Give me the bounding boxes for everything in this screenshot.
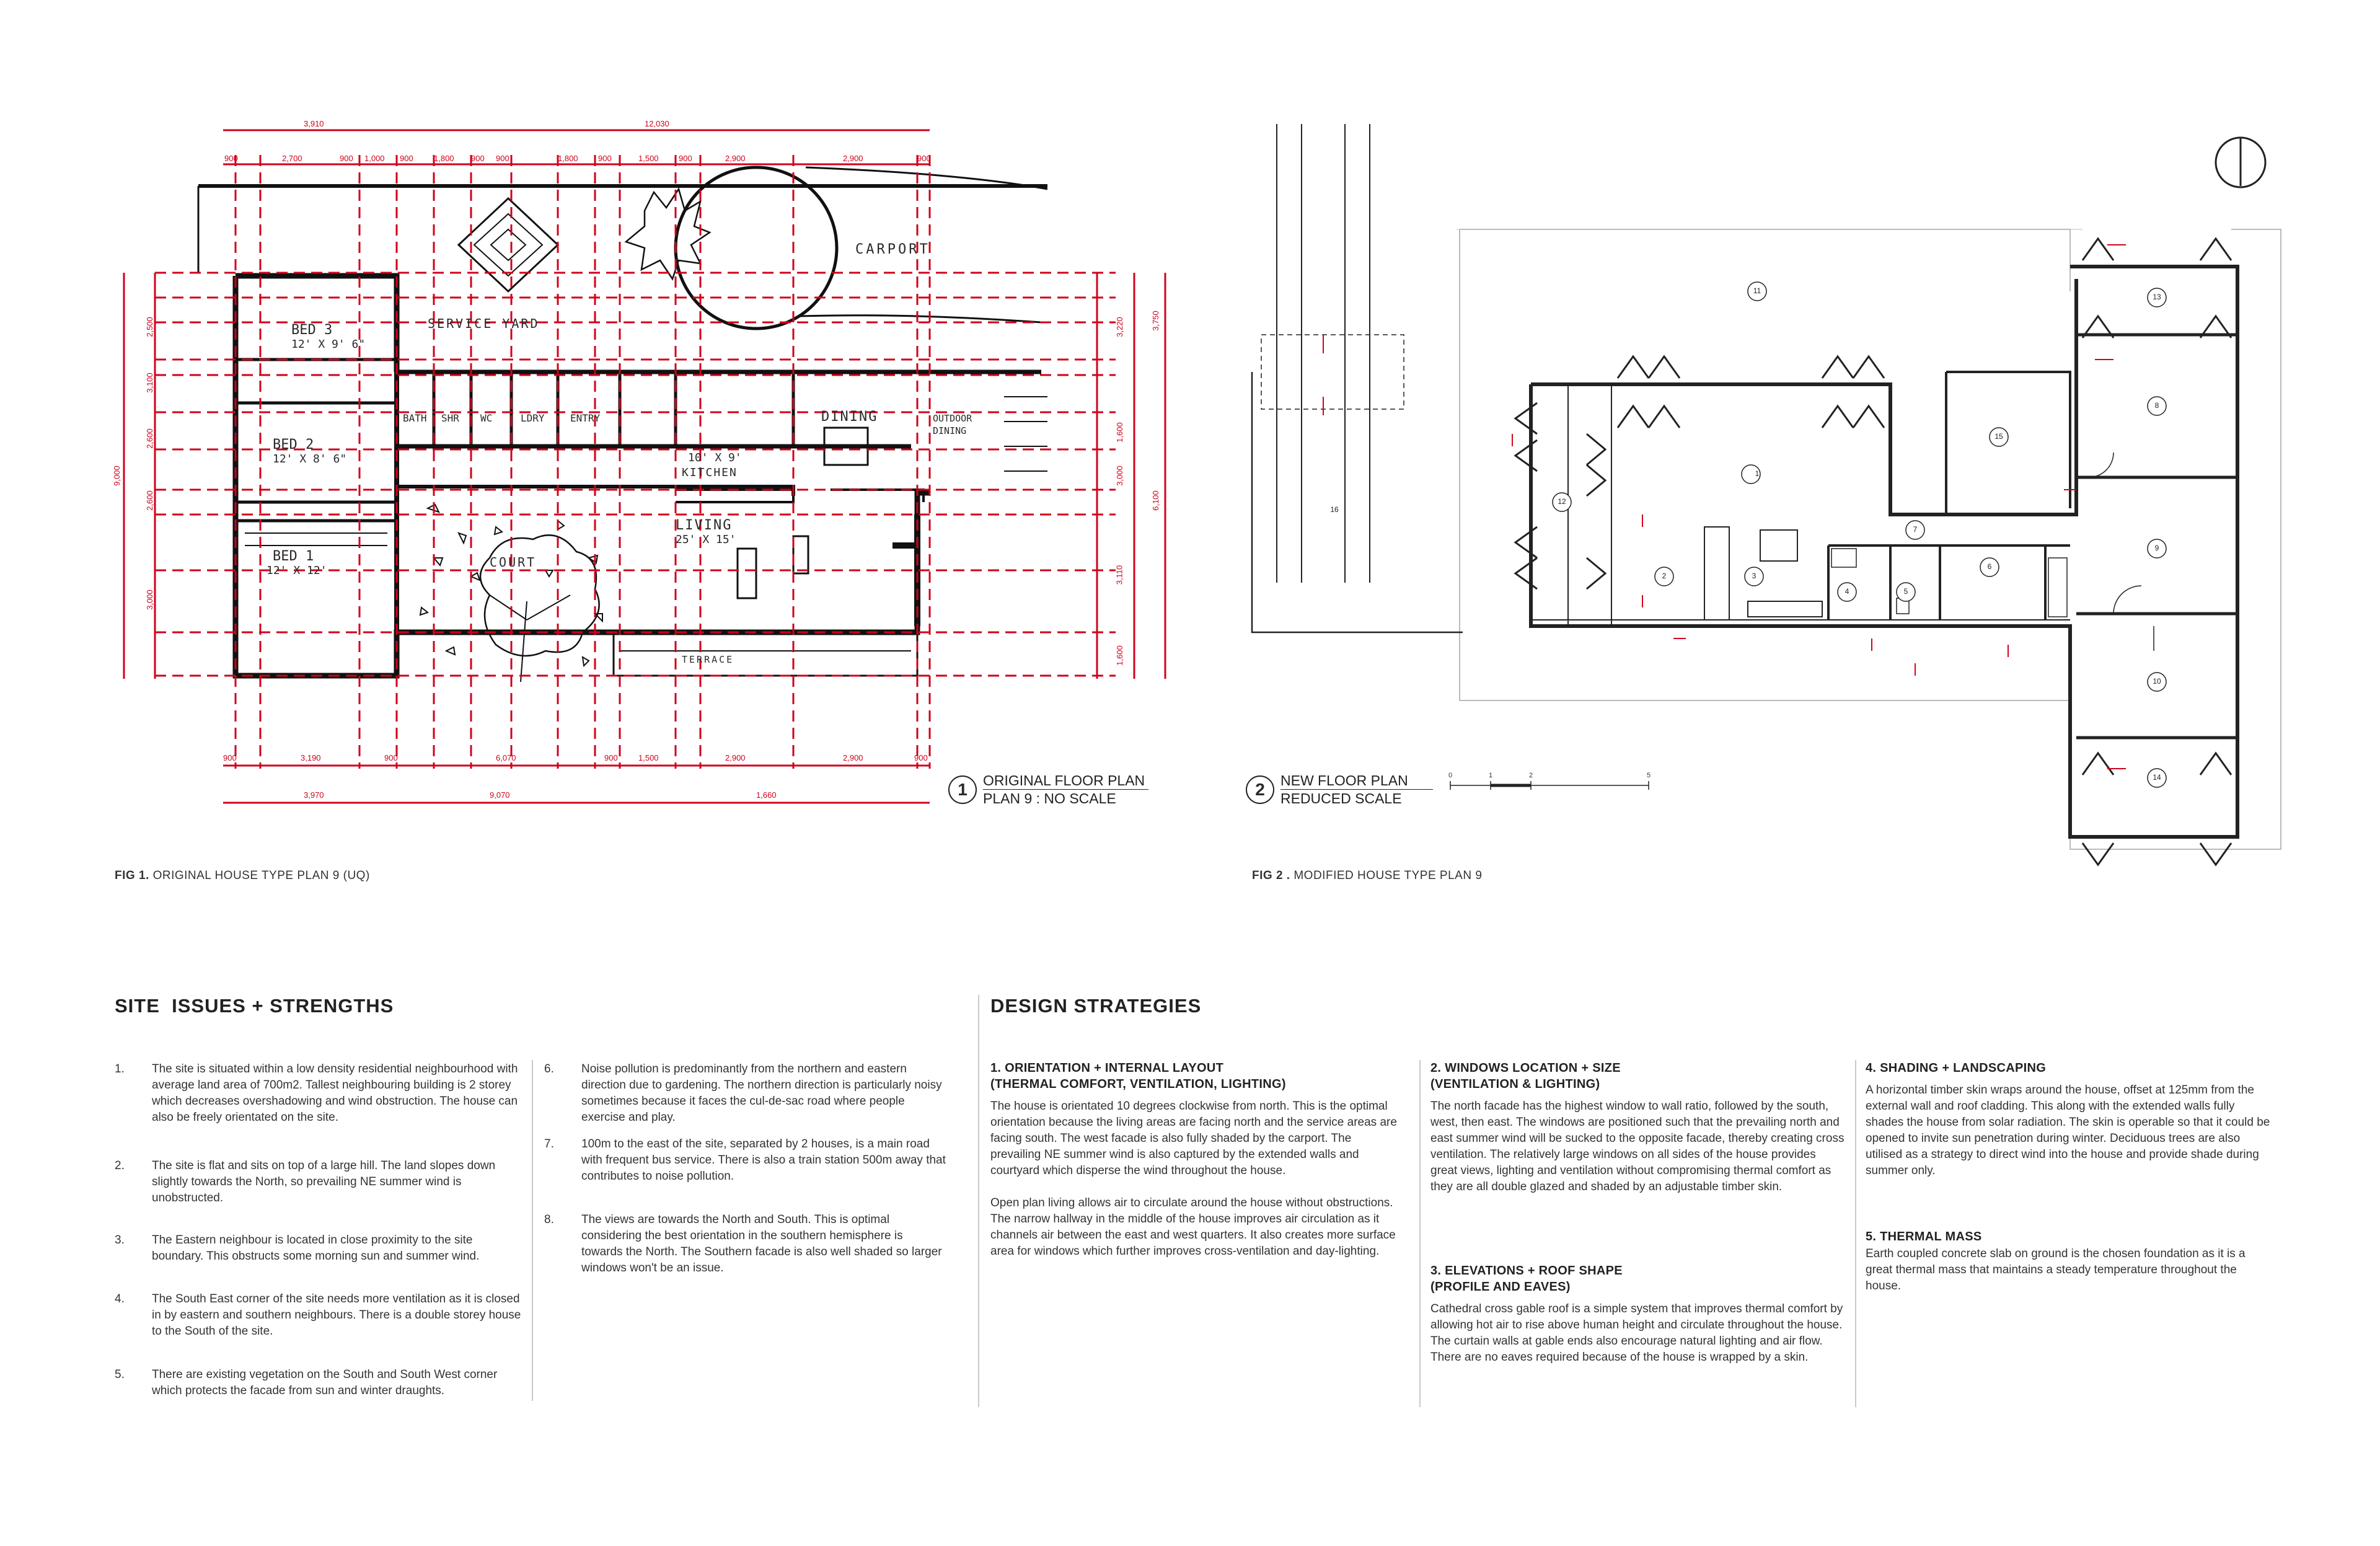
- dimension-lines: [124, 130, 1165, 803]
- room-label: BATH: [403, 412, 427, 424]
- column-divider: [1855, 1060, 1856, 1407]
- room-number: 10: [2153, 677, 2161, 686]
- room-number: 4: [1844, 587, 1849, 596]
- new-plan-annotations: [1323, 245, 2126, 769]
- dim-top-inner: 1,500: [638, 154, 659, 163]
- plan-subtitle: REDUCED SCALE: [1280, 790, 1402, 806]
- strategy-subheading: (PROFILE AND EAVES): [1430, 1280, 1571, 1294]
- caption-text: ORIGINAL HOUSE TYPE PLAN 9 (UQ): [152, 869, 370, 882]
- dim-top-inner: 1,800: [558, 154, 578, 163]
- room-number: 6: [1987, 562, 1992, 571]
- room-number: 3: [1752, 572, 1756, 580]
- strategy-body: A horizontal timber skin wraps around the house, offset at 125mm from the external wall and roof cladding. This along with the extended walls fully shades the house from solar radiation. The skin is operable so that it could be opened to invite sun penetration during winter. Deciduous trees are also utilised as a strategy to direct wind into the house and provide shade during summer only.: [1866, 1084, 2270, 1177]
- room-number: 11: [1753, 286, 1761, 295]
- scale-tick: 2: [1529, 772, 1533, 779]
- dim-bottom-inner: 3,190: [301, 753, 321, 762]
- dim-bottom-outer: 9,070: [490, 790, 510, 800]
- room-number: 14: [2153, 773, 2161, 782]
- column-divider: [532, 1060, 533, 1401]
- strategy-body: The north facade has the highest window to wall ratio, followed by the south, west, then east. The windows are positioned such that the prevailing north and east summer wind will be sucked to the opposite facade, thereby creating cross ventilation. The relatively large windows on all sides of the house provides great views, lighting and ventilation without compromising thermal comfort as they are all double glazed and shaded by an adjustable timber skin.: [1430, 1100, 1844, 1193]
- room-number: 9: [2154, 544, 2159, 552]
- room-number: 15: [1994, 432, 2003, 441]
- room-label: CARPORT: [855, 242, 930, 257]
- dim-left: 2,500: [144, 317, 154, 337]
- plan-number-badge: 2: [1246, 775, 1274, 804]
- caption-text: MODIFIED HOUSE TYPE PLAN 9: [1294, 869, 1483, 882]
- dim-top-inner: 900: [340, 154, 353, 163]
- dim-top-inner: 900: [917, 154, 931, 163]
- plan-number-badge: 1: [948, 775, 977, 804]
- dim-top-inner: 900: [679, 154, 692, 163]
- dim-bottom-outer: 3,970: [304, 790, 324, 800]
- fig2-caption: [1252, 869, 1482, 883]
- room-label: LIVING: [676, 518, 733, 533]
- room-label: 12' X 8' 6": [273, 453, 347, 466]
- scale-tick: 0: [1448, 772, 1453, 779]
- dim-left: 3,000: [144, 590, 154, 610]
- dim-top-inner: 900: [471, 154, 485, 163]
- dim-top-inner: 2,700: [282, 154, 302, 163]
- room-label: DINING: [821, 409, 878, 425]
- dim-bottom-inner: 900: [914, 753, 928, 762]
- dim-top-inner: 1,800: [434, 154, 454, 163]
- dim-left: 2,600: [144, 490, 154, 511]
- room-label: WC: [480, 412, 493, 424]
- dim-left: 9,000: [112, 466, 121, 486]
- strategy-3: [1430, 1263, 1846, 1366]
- room-label: COURT: [490, 555, 537, 570]
- design-strategies-title: DESIGN STRATEGIES: [990, 995, 1202, 1017]
- dim-left: 2,600: [144, 428, 154, 449]
- room-label: ENTRY: [570, 412, 601, 424]
- room-label: 25' X 15': [676, 533, 736, 546]
- dim-top-inner: 900: [496, 154, 509, 163]
- strategy-heading: 1. ORIENTATION + INTERNAL LAYOUT: [990, 1061, 1224, 1075]
- strategy-body: Earth coupled concrete slab on ground is the chosen foundation as it is a great thermal mass that maintains a steady temperature throughout the house.: [1866, 1247, 2246, 1292]
- strategy-1: [990, 1060, 1399, 1260]
- strategy-heading: 2. WINDOWS LOCATION + SIZE: [1430, 1061, 1621, 1075]
- room-label: OUTDOOR DINING: [933, 413, 972, 436]
- scale-tick: 1: [1489, 772, 1493, 779]
- room-number: 8: [2154, 401, 2159, 410]
- strategy-body: The house is orientated 10 degrees clockwise from north. This is the optimal orientation because the living areas are facing north and the service areas are facing south. The west facade is also fully shaded by the carport. The prevailing NE summer wind is also captured by the extended walls and courtyard which disperse the wind throughout the house.: [990, 1100, 1397, 1177]
- dim-right: 3,110: [1114, 565, 1124, 585]
- site-issues-title: SITE ISSUES + STRENGTHS: [115, 995, 394, 1017]
- dim-bottom-inner: 900: [604, 753, 618, 762]
- room-number: 13: [2153, 293, 2161, 301]
- room-number: 7: [1913, 525, 1918, 534]
- plan-label-1: [948, 772, 1148, 807]
- strategy-heading: 3. ELEVATIONS + ROOF SHAPE: [1430, 1264, 1623, 1278]
- strategy-body: Open plan living allows air to circulate around the house without obstructions. The narrow hallway in the middle of the house improves air circulation as it channels air between the east and west quarters. It also creates more surface area for windows which further improves cross-ventilation and day-lighting.: [990, 1196, 1396, 1258]
- dim-top-inner: 2,900: [843, 154, 863, 163]
- strategy-5: [1866, 1229, 2275, 1294]
- dim-top-outer: 3,910: [304, 119, 324, 128]
- room-label: KITCHEN: [682, 466, 738, 479]
- strategy-heading: 5. THERMAL MASS: [1866, 1230, 1982, 1243]
- strategy-subheading: (THERMAL COMFORT, VENTILATION, LIGHTING): [990, 1077, 1286, 1091]
- room-label: BED 1: [273, 549, 314, 564]
- plan-label-2: [1246, 772, 1433, 807]
- room-label: BED 3: [291, 322, 333, 338]
- dim-bottom-inner: 900: [223, 753, 237, 762]
- dim-right: 1,600: [1114, 645, 1124, 666]
- room-label: SHR: [441, 412, 459, 424]
- plan-subtitle: PLAN 9 : NO SCALE: [983, 790, 1116, 806]
- dim-top-inner: 900: [598, 154, 612, 163]
- plan-title: ORIGINAL FLOOR PLAN: [983, 772, 1148, 790]
- room-number: 12: [1558, 497, 1566, 506]
- strategy-4: [1866, 1060, 2275, 1179]
- dim-top-inner: 2,900: [725, 154, 746, 163]
- room-number: 2: [1662, 572, 1667, 580]
- caption-label: FIG 2 .: [1252, 869, 1290, 882]
- new-floor-plan: [1252, 124, 2281, 865]
- scale-tick: 5: [1647, 772, 1651, 779]
- dim-right: 6,100: [1150, 490, 1160, 511]
- dim-bottom-inner: 6,070: [496, 753, 516, 762]
- dim-bottom-inner: 1,500: [638, 753, 659, 762]
- room-label: LDRY: [521, 412, 545, 424]
- room-label: SERVICE YARD: [428, 316, 540, 331]
- dim-top-outer: 12,030: [645, 119, 669, 128]
- dim-right: 3,000: [1114, 466, 1124, 486]
- column-divider: [1419, 1060, 1421, 1407]
- strategy-body: Cathedral cross gable roof is a simple system that improves thermal comfort by allowing hot air to rise above human height and circulate throughout the house. The curtain walls at gable ends also encourage natural lighting and air flow. There are no eaves required because of the house is wrapped by a skin.: [1430, 1302, 1843, 1364]
- dim-right: 3,220: [1114, 317, 1124, 337]
- dim-top-inner: 1,000: [364, 154, 385, 163]
- room-number: 1: [1755, 469, 1760, 478]
- dim-top-inner: 900: [400, 154, 413, 163]
- strategy-2: [1430, 1060, 1846, 1195]
- room-label: 12' X 9' 6": [291, 338, 366, 351]
- dim-bottom-inner: 900: [384, 753, 398, 762]
- caption-label: FIG 1.: [115, 869, 149, 882]
- dim-left: 3,100: [144, 373, 154, 393]
- dim-right: 1,600: [1114, 422, 1124, 443]
- room-number: 5: [1903, 587, 1908, 596]
- room-label: TERRACE: [682, 654, 734, 665]
- dim-bottom-inner: 2,900: [843, 753, 863, 762]
- dim-top-inner: 900: [224, 154, 238, 163]
- room-number: 16: [1330, 505, 1339, 514]
- fig1-caption: [115, 869, 370, 883]
- strategy-heading: 4. SHADING + LANDSCAPING: [1866, 1061, 2047, 1075]
- room-label: BED 2: [273, 437, 314, 453]
- strategy-subheading: (VENTILATION & LIGHTING): [1430, 1077, 1600, 1091]
- section-divider: [978, 995, 979, 1407]
- plan-title: NEW FLOOR PLAN: [1280, 772, 1433, 790]
- dim-right: 3,750: [1150, 311, 1160, 331]
- dim-bottom-inner: 2,900: [725, 753, 746, 762]
- room-label: 10' X 9': [688, 451, 742, 464]
- dim-bottom-outer: 1,660: [756, 790, 777, 800]
- room-label: 12' X 12': [267, 564, 327, 577]
